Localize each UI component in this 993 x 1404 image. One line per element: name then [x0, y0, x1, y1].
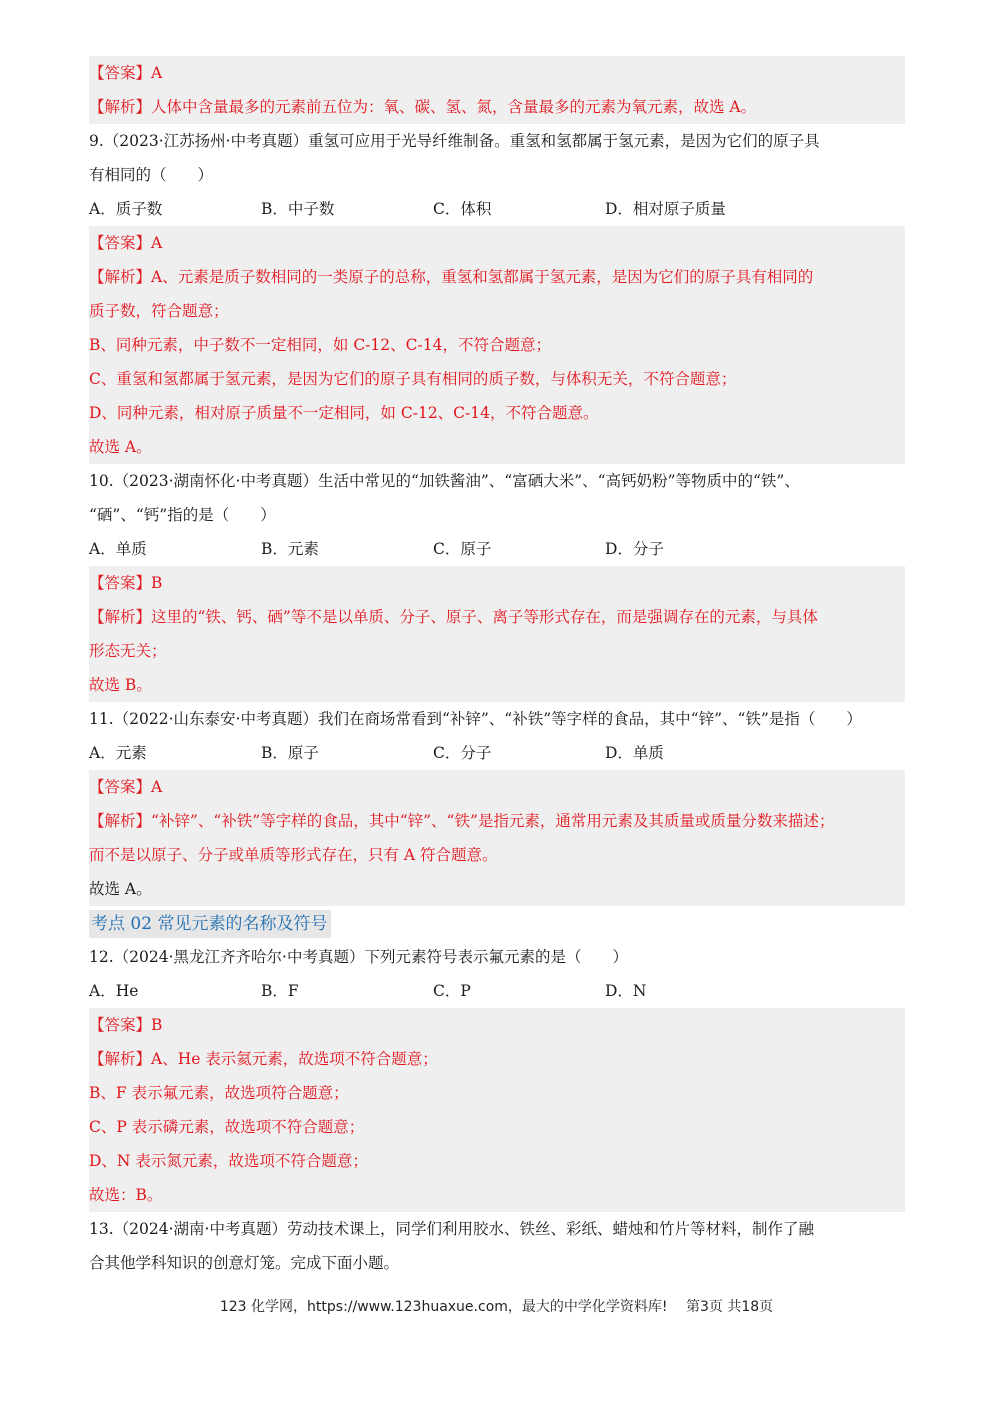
q10-option-c: C．原子 — [433, 540, 492, 558]
q12-analysis-line: B、F 表示氟元素，故选项符合题意； — [89, 1084, 349, 1102]
q9-analysis-line: 故选 A。 — [89, 438, 152, 456]
q12-stem-line1: 12.（2024·黑龙江齐齐哈尔·中考真题）下列元素符号表示氟元素的是（ ） — [89, 948, 628, 966]
q12-analysis-line: D、N 表示氮元素，故选项不符合题意； — [89, 1152, 368, 1170]
q9-analysis-line: D、同种元素，相对原子质量不一定相同，如 C-12、C-14，不符合题意。 — [89, 404, 599, 422]
q13-stem-line1: 13.（2024·湖南·中考真题）劳动技术课上，同学们利用胶水、铁丝、彩纸、蜡烛和竹片等材料，制作了融 — [89, 1220, 814, 1238]
q9-analysis-line: C、重氢和氢都属于氢元素，是因为它们的原子具有相同的质子数，与体积无关，不符合题意； — [89, 370, 737, 388]
q13-stem-line2: 合其他学科知识的创意灯笼。完成下面小题。 — [89, 1254, 400, 1272]
q12-options — [89, 974, 905, 1008]
q11-option-b: B．原子 — [261, 744, 319, 762]
q10-solution-block — [89, 566, 905, 702]
q9-analysis-line: B、同种元素，中子数不一定相同，如 C-12、C-14，不符合题意； — [89, 336, 551, 354]
q10-stem-line2: “硒”、“钙”指的是（ ） — [89, 506, 276, 524]
q10-analysis-line: 【解析】这里的“铁、钙、硒”等不是以单质、分子、原子、离子等形式存在，而是强调存在的元素，与具体 — [89, 608, 818, 626]
q10-analysis-line: 故选 B。 — [89, 676, 152, 694]
q12-solution-block — [89, 1008, 905, 1212]
q11-stem-line1: 11.（2022·山东泰安·中考真题）我们在商场常看到“补锌”、“补铁”等字样的食品，其中“锌”、“铁”是指（ ） — [89, 710, 862, 728]
q9-analysis-line: 质子数，符合题意； — [89, 302, 229, 320]
q9-stem-line1: 9.（2023·江苏扬州·中考真题）重氢可应用于光导纤维制备。重氢和氢都属于氢元素，是因为它们的原子具 — [89, 132, 820, 150]
q10-option-a: A．单质 — [89, 540, 147, 558]
q12-analysis-line: 【解析】A、He 表示氦元素，故选项不符合题意； — [89, 1050, 438, 1068]
q9-options — [89, 192, 905, 226]
section-heading-row — [89, 906, 905, 940]
q9-answer: 【答案】A — [89, 234, 163, 252]
q11-conclusion: 故选 A。 — [89, 880, 152, 898]
section-heading: 考点 02 常见元素的名称及符号 — [89, 910, 331, 938]
q8-answer: 【答案】A — [89, 64, 163, 82]
q8-solution-block — [89, 56, 905, 124]
q10-option-b: B．元素 — [261, 540, 319, 558]
q10-option-d: D．分子 — [605, 540, 664, 558]
q11-option-a: A．元素 — [89, 744, 147, 762]
q9-option-c: C．体积 — [433, 200, 492, 218]
q10-stem-line1: 10.（2023·湖南怀化·中考真题）生活中常见的“加铁酱油”、“富硒大米”、“高钙奶粉”等物质中的“铁”、 — [89, 472, 800, 490]
q9-solution-block — [89, 226, 905, 464]
q12-analysis-line: C、P 表示磷元素，故选项不符合题意； — [89, 1118, 365, 1136]
q10-answer: 【答案】B — [89, 574, 163, 592]
q11-option-c: C．分子 — [433, 744, 492, 762]
q12-option-c: C．P — [433, 982, 471, 1000]
q11-analysis-line: 【解析】“补锌”、“补铁”等字样的食品，其中“锌”、“铁”是指元素，通常用元素及其质量或质量分数来描述； — [89, 812, 835, 830]
q9-option-d: D．相对原子质量 — [605, 200, 726, 218]
q12-answer: 【答案】B — [89, 1016, 163, 1034]
q11-answer: 【答案】A — [89, 778, 163, 796]
q12-analysis-line: 故选：B。 — [89, 1186, 163, 1204]
q8-analysis: 【解析】人体中含量最多的元素前五位为：氧、碳、氢、氮，含量最多的元素为氧元素，故选 A。 — [89, 98, 757, 116]
q11-analysis-line: 而不是以原子、分子或单质等形式存在，只有 A 符合题意。 — [89, 846, 498, 864]
q9-stem-line2: 有相同的（ ） — [89, 166, 214, 184]
q12-option-a: A．He — [89, 982, 139, 1000]
q11-solution-block — [89, 770, 905, 906]
q10-analysis-line: 形态无关； — [89, 642, 167, 660]
q10-options — [89, 532, 905, 566]
page-footer: 123 化学网，https://www.123huaxue.com，最大的中学化学资料库! 第3页 共18页 — [219, 1299, 774, 1315]
q9-analysis-line: 【解析】A、元素是质子数相同的一类原子的总称，重氢和氢都属于氢元素，是因为它们的原子具有相同的 — [89, 268, 814, 286]
page-content — [89, 56, 905, 1280]
q9-option-b: B．中子数 — [261, 200, 335, 218]
q11-option-d: D．单质 — [605, 744, 664, 762]
q11-options — [89, 736, 905, 770]
q12-option-d: D．N — [605, 982, 647, 1000]
q9-option-a: A．质子数 — [89, 200, 163, 218]
q12-option-b: B．F — [261, 982, 299, 1000]
